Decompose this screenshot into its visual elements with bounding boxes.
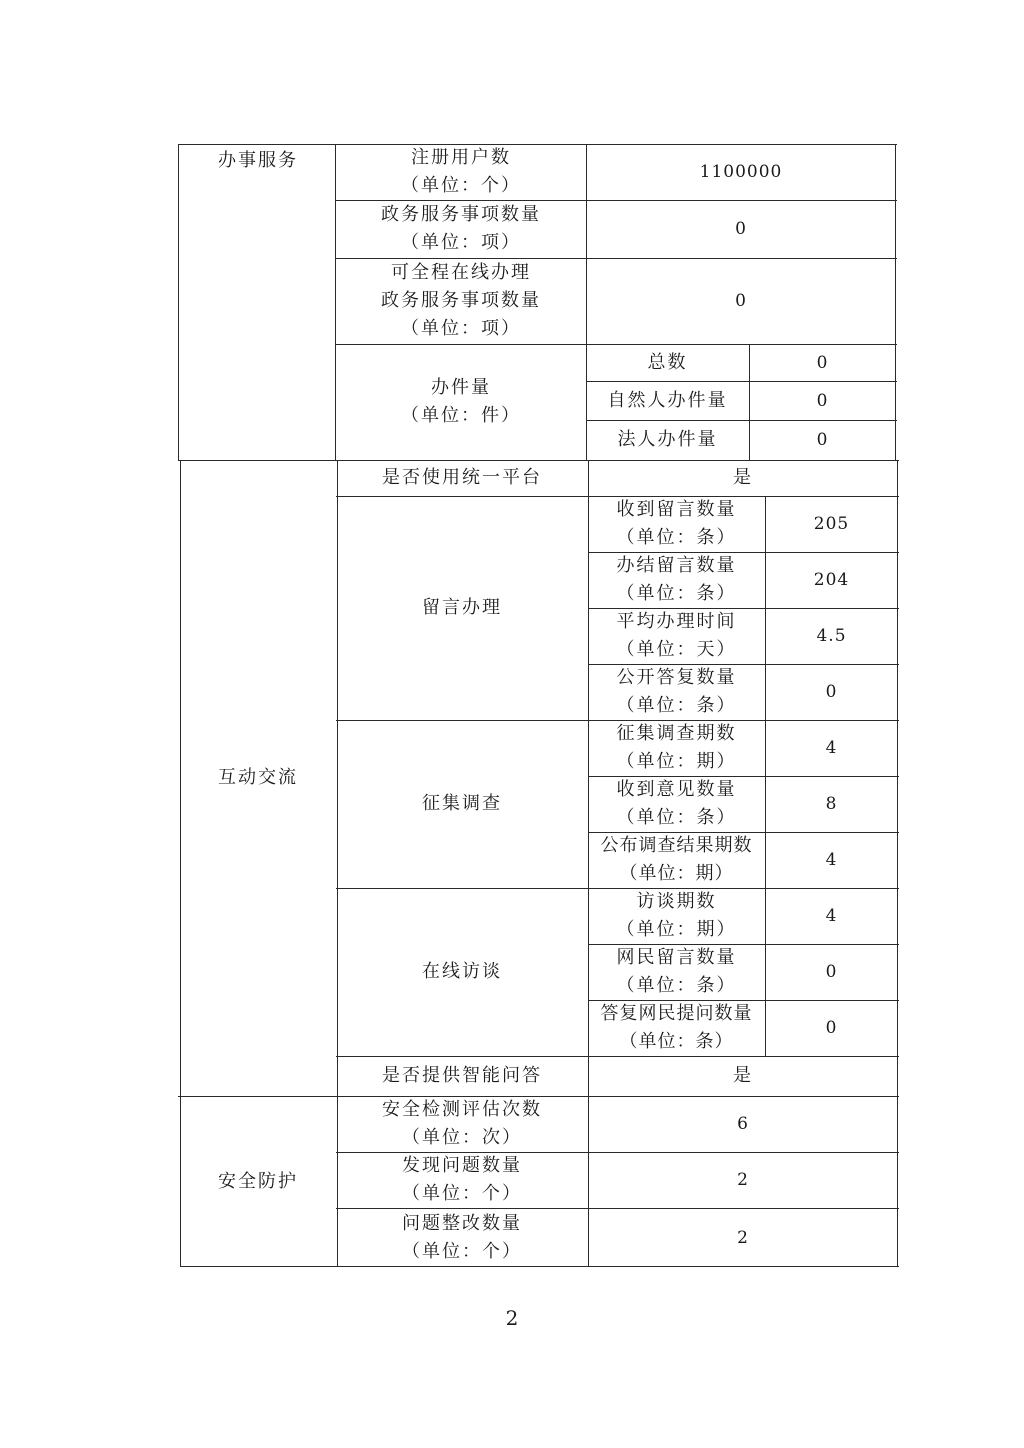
messages-received-label: 收到留言数量 （单位：条） <box>616 499 737 548</box>
messages-completed-label: 办结留言数量 （单位：条） <box>616 555 737 604</box>
messages-received-value: 205 <box>813 514 850 534</box>
interview-periods-value: 4 <box>825 906 838 926</box>
survey-results-value: 4 <box>825 850 838 870</box>
messages-public-replies-label: 公开答复数量 （单位：条） <box>616 667 737 716</box>
interview-netizen-messages-value: 0 <box>825 962 838 982</box>
smart-qa-value: 是 <box>733 1065 753 1086</box>
interview-periods-label: 访谈期数 （单位：期） <box>616 891 737 940</box>
problems-found-value: 2 <box>737 1170 749 1190</box>
assessments-value: 6 <box>737 1114 749 1134</box>
service-items-value: 0 <box>735 219 747 239</box>
unified-platform-value: 是 <box>733 467 753 488</box>
unified-platform-label: 是否使用统一平台 <box>382 467 542 488</box>
messages-avg-time-label: 平均办理时间 （单位：天） <box>616 611 737 660</box>
cases-legal-label: 法人办件量 <box>617 429 718 450</box>
online-items-value: 0 <box>735 291 747 311</box>
cases-label: 办件量 （单位：件） <box>401 377 521 426</box>
section-office-service <box>180 144 336 178</box>
interview-replies-label: 答复网民提问数量 （单位：条） <box>600 1003 753 1052</box>
registered-users-value: 1100000 <box>699 162 783 182</box>
cases-legal-value: 0 <box>816 430 829 450</box>
cases-natural-value: 0 <box>816 390 829 411</box>
interview-group-label: 在线访谈 <box>422 961 502 982</box>
messages-completed-value: 204 <box>813 570 850 590</box>
section-title: 互动交流 <box>218 767 298 788</box>
messages-avg-time-value: 4.5 <box>816 626 847 646</box>
section-security <box>180 1096 336 1268</box>
page-number: 2 <box>505 1306 519 1330</box>
online-items-label: 可全程在线办理 政务服务事项数量 （单位：项） <box>381 262 541 339</box>
survey-opinions-value: 8 <box>825 794 838 814</box>
cases-natural-label: 自然人办件量 <box>607 389 728 411</box>
smart-qa-label: 是否提供智能问答 <box>382 1065 542 1086</box>
survey-opinions-label: 收到意见数量 （单位：条） <box>616 779 737 828</box>
section-title: 安全防护 <box>218 1171 298 1192</box>
messages-public-replies-value: 0 <box>825 682 838 702</box>
section-interaction <box>180 460 336 1096</box>
survey-periods-label: 征集调查期数 （单位：期） <box>616 723 737 772</box>
survey-results-label: 公布调查结果期数 （单位：期） <box>600 835 753 884</box>
survey-group-label: 征集调查 <box>422 793 502 814</box>
problems-found-label: 发现问题数量 （单位：个） <box>402 1155 522 1204</box>
cases-total-label: 总数 <box>647 351 688 373</box>
messages-group-label: 留言办理 <box>422 597 502 618</box>
assessments-label: 安全检测评估次数 （单位：次） <box>382 1099 542 1148</box>
table-rule <box>178 144 179 460</box>
problems-fixed-value: 2 <box>737 1228 749 1248</box>
problems-fixed-label: 问题整改数量 （单位：个） <box>402 1213 522 1262</box>
section-title: 办事服务 <box>218 150 298 171</box>
registered-users-label: 注册用户数 （单位：个） <box>401 147 521 196</box>
cases-total-value: 0 <box>816 352 829 373</box>
interview-netizen-messages-label: 网民留言数量 （单位：条） <box>616 947 737 996</box>
interview-replies-value: 0 <box>825 1018 838 1038</box>
survey-periods-value: 4 <box>825 738 838 758</box>
service-items-label: 政务服务事项数量 （单位：项） <box>381 204 541 253</box>
